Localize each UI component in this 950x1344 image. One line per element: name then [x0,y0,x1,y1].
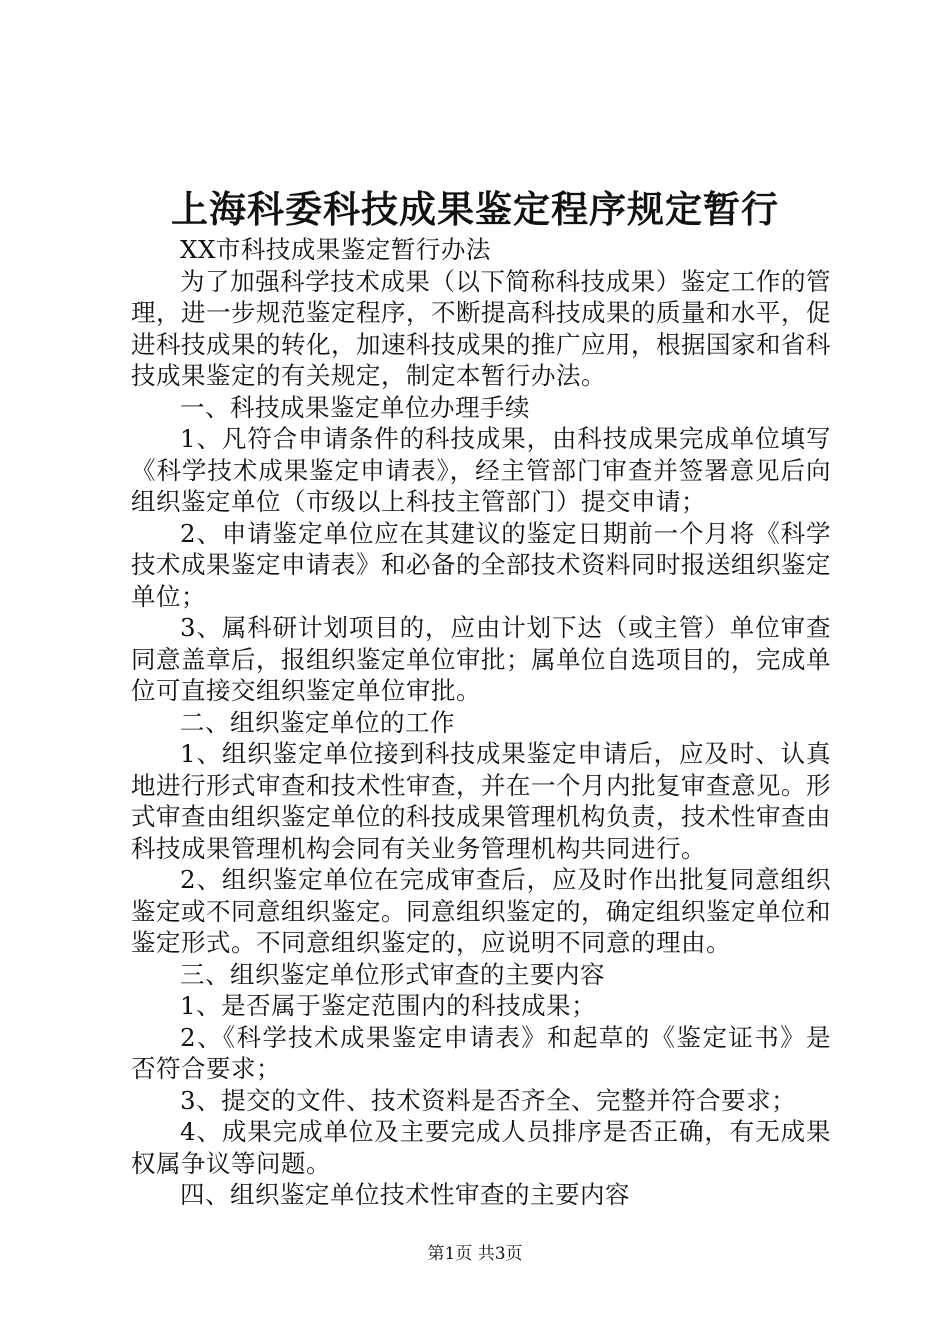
paragraph: 3、属科研计划项目的，应由计划下达（或主管）单位审查同意盖章后，报组织鉴定单位审批；属单位自选项目的，完成单位可直接交组织鉴定单位审批。 [131,613,831,705]
section-heading: 二、组织鉴定单位的工作 [180,707,455,737]
paragraph: 1、是否属于鉴定范围内的科技成果； [180,991,597,1020]
paragraph: 2、《科学技术成果鉴定申请表》和起草的《鉴定证书》是否符合要求； [131,1022,831,1083]
paragraph: 1、凡符合申请条件的科技成果，由科技成果完成单位填写《科学技术成果鉴定申请表》，经主管部门审查并签署意见后向组织鉴定单位（市级以上科技主管部门）提交申请； [131,424,831,516]
section-heading: 四、组织鉴定单位技术性审查的主要内容 [180,1180,630,1209]
paragraph: 2、组织鉴定单位在完成审查后，应及时作出批复同意组织鉴定或不同意组织鉴定。同意组织鉴定的，确定组织鉴定单位和鉴定形式。不同意组织鉴定的，应说明不同意的理由。 [131,865,831,957]
paragraph: 2、申请鉴定单位应在其建议的鉴定日期前一个月将《科学技术成果鉴定申请表》和必备的全部技术资料同时报送组织鉴定单位； [131,518,831,611]
page-number-footer: 第1页 共3页 [427,1244,523,1264]
document-title: 上海科委科技成果鉴定程序规定暂行 [171,187,779,231]
paragraph: 3、提交的文件、技术资料是否齐全、完整并符合要求； [180,1085,797,1115]
section-heading: 三、组织鉴定单位形式审查的主要内容 [180,959,605,989]
paragraph: 4、成果完成单位及主要完成人员排序是否正确，有无成果权属争议等问题。 [131,1117,831,1178]
paragraph: 1、组织鉴定单位接到科技成果鉴定申请后，应及时、认真地进行形式审查和技术性审查，并在一个月内批复审查意见。形式审查由组织鉴定单位的科技成果管理机构负责，技术性审查由科技成果管理机构会同有关业务管理机构共同进行。 [131,739,831,863]
paragraph: XX市科技成果鉴定暂行办法 [180,235,491,264]
document-body [131,234,831,1211]
paragraph: 为了加强科学技术成果（以下简称科技成果）鉴定工作的管理，进一步规范鉴定程序，不断提高科技成果的质量和水平，促进科技成果的转化，加速科技成果的推广应用，根据国家和省科技成果鉴定的有关规定，制定本暂行办法。 [131,266,831,390]
section-heading: 一、科技成果鉴定单位办理手续 [180,392,530,422]
